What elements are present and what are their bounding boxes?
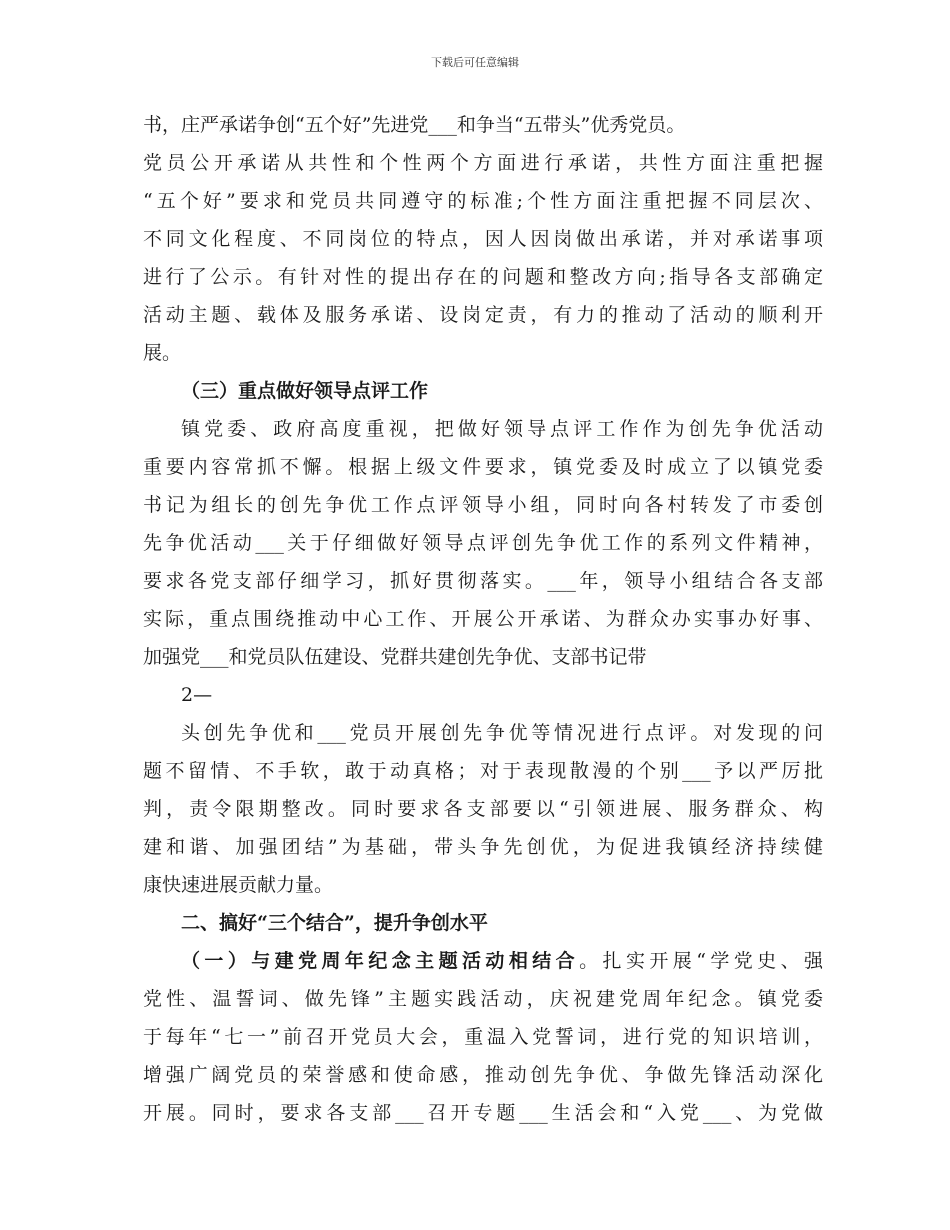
text-line: “五个好”要求和党员共同遵守的标准;个性方面注重把握不同层次、	[143, 190, 823, 212]
text-line: 书记为组长的创先争优工作点评领导小组，同时向各村转发了市委创	[143, 494, 823, 516]
text-line: 题不留情、不手软，敢于动真格；对于表现散漫的个别___予以严厉批	[143, 760, 823, 782]
text-line: 展。	[143, 342, 182, 364]
text-line: 活动主题、载体及服务承诺、设岗定责，有力的推动了活动的顺利开	[143, 304, 823, 326]
text-line: 头创先争优和___党员开展创先争优等情况进行点评。对发现的问	[181, 722, 823, 744]
inline-text: 。扎实开展“学党史、强	[579, 950, 823, 972]
text-line: 先争优活动___关于仔细做好领导点评创先争优工作的系列文件精神，	[143, 532, 823, 554]
inline-heading: （一）与建党周年纪念主题活动相结合	[181, 950, 580, 972]
text-line: 党性、温誓词、做先锋”主题实践活动，庆祝建党周年纪念。镇党委	[143, 988, 823, 1010]
text-line: 康快速进展贡献力量。	[143, 874, 334, 896]
text-line: 镇党委、政府高度重视，把做好领导点评工作作为创先争优活动	[181, 418, 823, 440]
text-line: 书，庄严承诺争创“五个好”先进党___和争当“五带头”优秀党员。	[143, 114, 686, 136]
text-line: 党员公开承诺从共性和个性两个方面进行承诺，共性方面注重把握	[143, 152, 823, 174]
text-line: 实际，重点围绕推动中心工作、开展公开承诺、为群众办实事办好事、	[143, 608, 823, 630]
page-header: 下载后可任意编辑	[431, 56, 519, 69]
text-line: 不同文化程度、不同岗位的特点，因人因岗做出承诺，并对承诺事项	[143, 228, 823, 250]
section-heading: 二、搞好“三个结合”，提升争创水平	[181, 912, 488, 934]
text-line	[143, 942, 823, 980]
text-line: 加强党___和党员队伍建设、党群共建创先争优、支部书记带	[143, 646, 647, 668]
text-line: 2—	[181, 684, 213, 706]
text-line: 建和谐、加强团结”为基础，带头争先创优，为促进我镇经济持续健	[143, 836, 823, 858]
document-body	[143, 106, 823, 1132]
text-line: 要求各党支部仔细学习，抓好贯彻落实。___年，领导小组结合各支部	[143, 570, 823, 592]
text-line: 重要内容常抓不懈。根据上级文件要求，镇党委及时成立了以镇党委	[143, 456, 823, 478]
text-line: 判，责令限期整改。同时要求各支部要以“引领进展、服务群众、构	[143, 798, 823, 820]
text-line: 于每年“七一”前召开党员大会，重温入党誓词，进行党的知识培训，	[143, 1026, 823, 1048]
text-line: 开展。同时，要求各支部___召开专题___生活会和“入党___、为党做	[143, 1102, 823, 1124]
text-line: 进行了公示。有针对性的提出存在的问题和整改方向;指导各支部确定	[143, 266, 823, 288]
section-heading: （三）重点做好领导点评工作	[181, 380, 429, 402]
text-line: 增强广阔党员的荣誉感和使命感，推动创先争优、争做先锋活动深化	[143, 1064, 823, 1086]
